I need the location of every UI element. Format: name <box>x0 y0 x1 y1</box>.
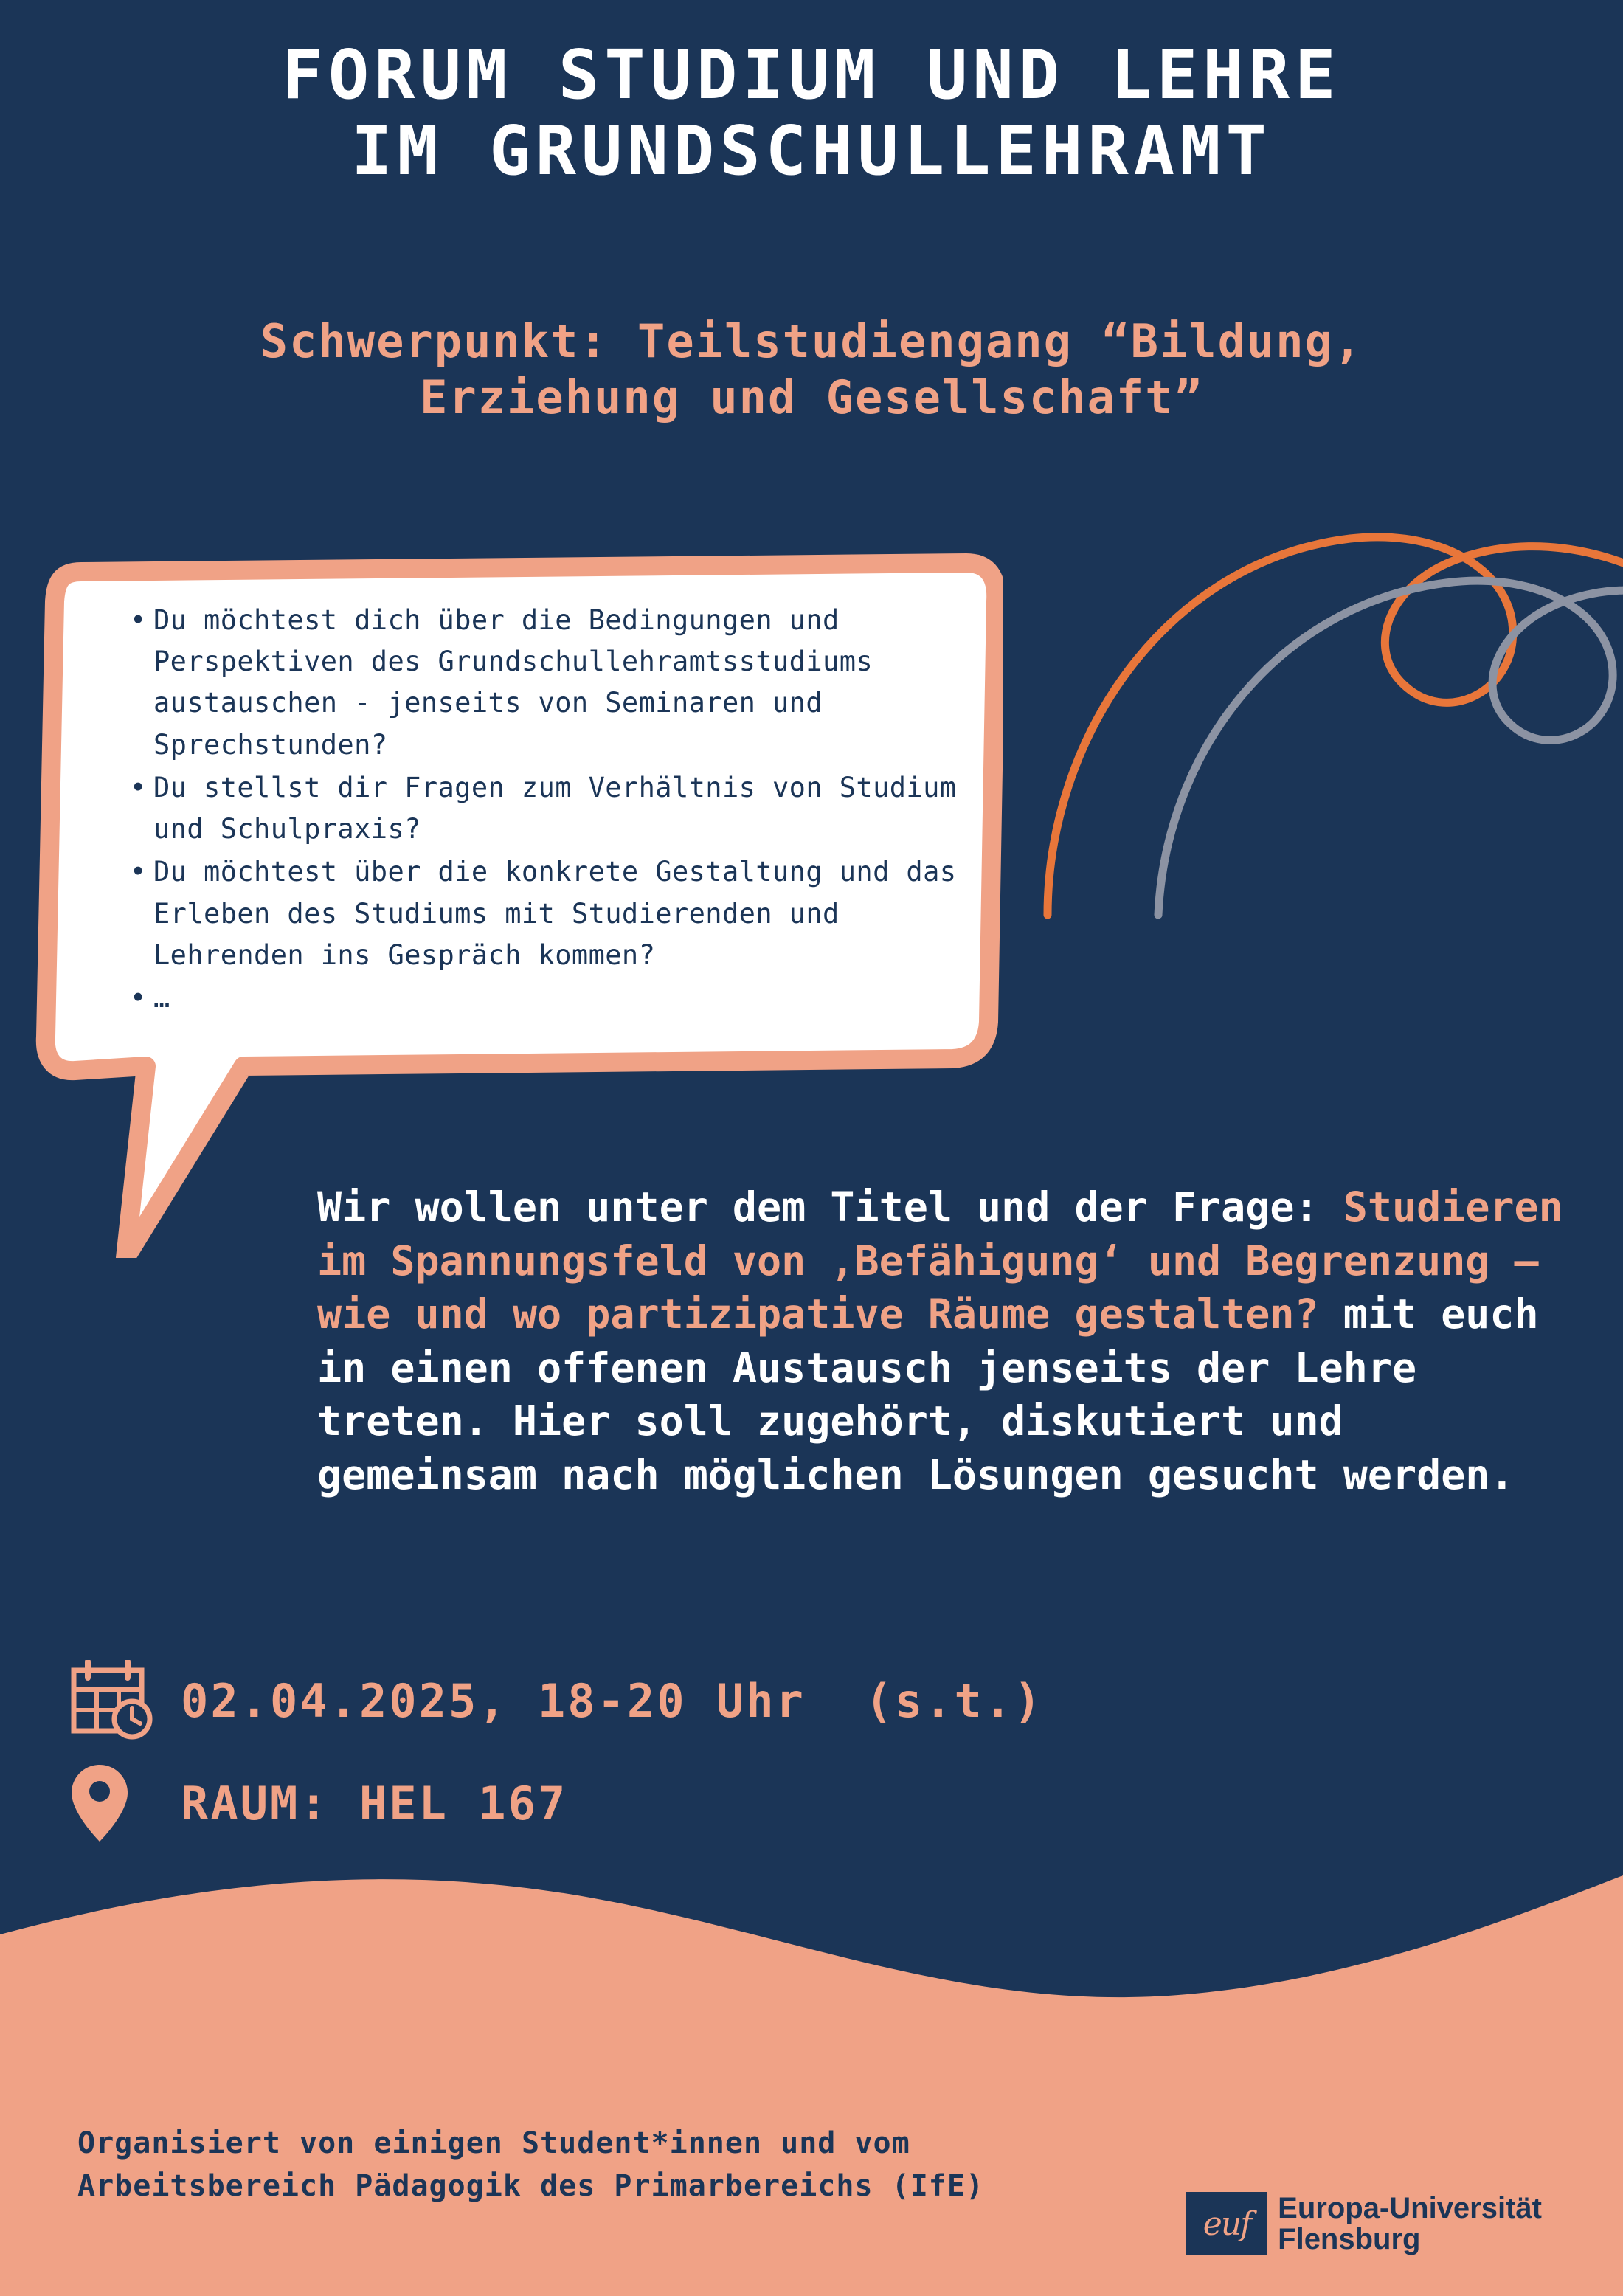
footer-line-1: Organisiert von einigen Student*innen und vom <box>77 2126 910 2160</box>
list-item: • Du stellst dir Fragen zum Verhältnis von Studium und Schulpraxis? <box>125 767 966 850</box>
university-logo <box>1186 2192 1542 2255</box>
university-name-line-2: Flensburg <box>1278 2223 1421 2255</box>
speech-bubble-content <box>125 600 966 1020</box>
event-location-row <box>70 1759 1044 1847</box>
event-date-row <box>70 1660 1044 1741</box>
title-line-1: FORUM STUDIUM UND LEHRE <box>282 35 1341 114</box>
university-logo-text <box>1278 2193 1542 2255</box>
footer-credits <box>77 2122 1332 2207</box>
subtitle-line-1: Schwerpunkt: Teilstudiengang “Bildung, <box>260 314 1363 368</box>
poster-subtitle <box>0 314 1623 425</box>
euf-logo-text: euf <box>1202 2205 1251 2243</box>
list-item: • Du möchtest dich über die Bedingungen und Perspektiven des Grundschullehramtsstudiums austauschen - jenseits von Seminaren und Sprechstunden? <box>125 600 966 766</box>
subtitle-line-2: Erziehung und Gesellschaft” <box>420 370 1203 424</box>
list-item: • Du möchtest über die konkrete Gestaltung und das Erleben des Studiums mit Studierenden und Lehrenden ins Gespräch kommen? <box>125 851 966 976</box>
body-part-1: Wir wollen unter dem Titel und der Frage: <box>317 1183 1343 1231</box>
map-pin-icon <box>70 1759 181 1847</box>
event-location-text: RAUM: HEL 167 <box>181 1776 568 1830</box>
body-highlight: Studieren im Spannungsfeld von ‚Befähigung‘ und Begrenzung – wie und wo partizipative Räume gestalten? <box>317 1183 1563 1338</box>
title-line-2: IM GRUNDSCHULLEHRAMT <box>351 111 1272 191</box>
question-list <box>125 600 966 1019</box>
speech-bubble <box>30 550 1003 1258</box>
poster-title <box>0 37 1623 189</box>
body-part-2: mit euch in einen offenen Austausch jenseits der Lehre treten. Hier soll zugehört, diskutiert und gemeinsam nach möglichen Lösungen gesucht werden. <box>317 1290 1539 1498</box>
footer-line-2: Arbeitsbereich Pädagogik des Primarbereichs (IfE) <box>77 2169 985 2203</box>
event-details <box>70 1660 1044 1865</box>
event-date-text: 02.04.2025, 18-20 Uhr (s.t.) <box>181 1673 1044 1728</box>
university-name-line-1: Europa-Universität <box>1278 2192 1542 2224</box>
calendar-clock-icon <box>70 1660 181 1741</box>
swirl-decoration <box>1033 457 1623 944</box>
euf-logo-mark <box>1186 2192 1267 2255</box>
list-item: • … <box>125 978 966 1019</box>
